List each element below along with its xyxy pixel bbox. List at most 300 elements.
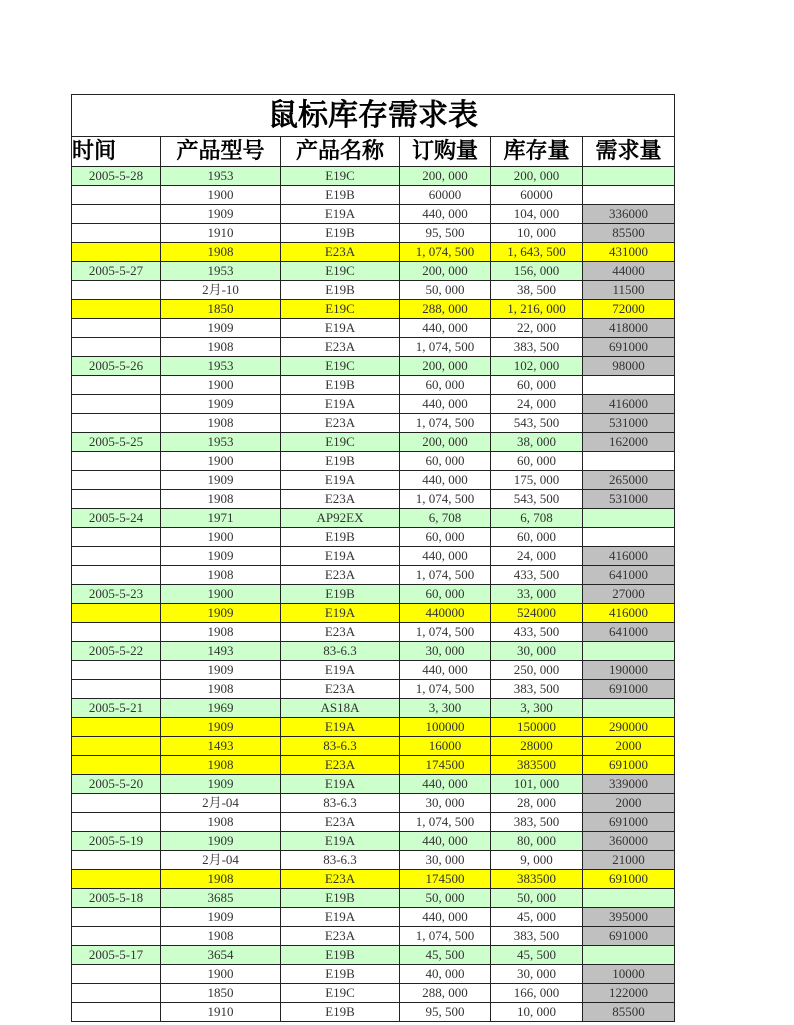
cell-date[interactable] [72,490,161,509]
cell-date[interactable] [72,338,161,357]
cell-model[interactable]: 1909 [161,604,281,623]
cell-model[interactable]: 1908 [161,243,281,262]
cell-stock-qty[interactable]: 175, 000 [491,471,583,490]
cell-demand-qty[interactable]: 2000 [583,794,675,813]
cell-product-name[interactable]: E19B [281,946,400,965]
cell-product-name[interactable]: E19C [281,433,400,452]
cell-order-qty[interactable]: 200, 000 [400,167,491,186]
cell-date[interactable] [72,566,161,585]
cell-date[interactable] [72,395,161,414]
cell-stock-qty[interactable]: 50, 000 [491,889,583,908]
cell-demand-qty[interactable] [583,699,675,718]
cell-product-name[interactable]: 83-6.3 [281,851,400,870]
cell-model[interactable]: 1909 [161,661,281,680]
cell-order-qty[interactable]: 95, 500 [400,224,491,243]
cell-product-name[interactable]: E19C [281,300,400,319]
cell-product-name[interactable]: E23A [281,927,400,946]
table-row [72,1003,675,1022]
cell-date[interactable] [72,756,161,775]
cell-order-qty[interactable]: 440, 000 [400,775,491,794]
cell-product-name[interactable]: E19A [281,832,400,851]
cell-demand-qty[interactable] [583,946,675,965]
cell-demand-qty[interactable]: 360000 [583,832,675,851]
cell-order-qty[interactable]: 30, 000 [400,642,491,661]
cell-order-qty[interactable]: 60, 000 [400,585,491,604]
cell-date[interactable] [72,224,161,243]
cell-demand-qty[interactable]: 44000 [583,262,675,281]
cell-order-qty[interactable]: 440, 000 [400,395,491,414]
cell-date[interactable] [72,851,161,870]
cell-model[interactable]: 1910 [161,224,281,243]
cell-product-name[interactable]: E19B [281,528,400,547]
cell-stock-qty[interactable]: 60, 000 [491,452,583,471]
cell-stock-qty[interactable]: 10, 000 [491,224,583,243]
cell-stock-qty[interactable]: 102, 000 [491,357,583,376]
cell-product-name[interactable]: E19B [281,224,400,243]
cell-model[interactable]: 1909 [161,547,281,566]
cell-product-name[interactable]: E23A [281,414,400,433]
cell-model[interactable]: 1908 [161,623,281,642]
cell-model[interactable]: 1900 [161,376,281,395]
cell-product-name[interactable]: E19B [281,965,400,984]
cell-product-name[interactable]: E19A [281,604,400,623]
cell-product-name[interactable]: E23A [281,243,400,262]
cell-stock-qty[interactable]: 33, 000 [491,585,583,604]
cell-date[interactable] [72,908,161,927]
header-date[interactable]: 时间 [72,137,161,167]
cell-model[interactable]: 1908 [161,414,281,433]
cell-date[interactable]: 2005-5-24 [72,509,161,528]
cell-product-name[interactable]: E19B [281,452,400,471]
table-row [72,965,675,984]
cell-product-name[interactable]: E19B [281,585,400,604]
cell-date[interactable] [72,794,161,813]
cell-order-qty[interactable]: 1, 074, 500 [400,243,491,262]
cell-demand-qty[interactable]: 21000 [583,851,675,870]
table-row [72,604,675,623]
cell-order-qty[interactable]: 50, 000 [400,281,491,300]
cell-stock-qty[interactable]: 250, 000 [491,661,583,680]
cell-order-qty[interactable]: 1, 074, 500 [400,566,491,585]
cell-date[interactable] [72,414,161,433]
cell-product-name[interactable]: E23A [281,756,400,775]
cell-stock-qty[interactable]: 30, 000 [491,642,583,661]
cell-date[interactable]: 2005-5-25 [72,433,161,452]
table-row [72,243,675,262]
cell-date[interactable] [72,376,161,395]
cell-stock-qty[interactable]: 10, 000 [491,1003,583,1022]
cell-date[interactable] [72,205,161,224]
cell-product-name[interactable]: E23A [281,490,400,509]
cell-model[interactable]: 1971 [161,509,281,528]
cell-demand-qty[interactable]: 691000 [583,680,675,699]
cell-model[interactable]: 1908 [161,338,281,357]
table-row [72,547,675,566]
cell-order-qty[interactable]: 440, 000 [400,908,491,927]
cell-date[interactable]: 2005-5-21 [72,699,161,718]
cell-demand-qty[interactable]: 531000 [583,490,675,509]
cell-date[interactable]: 2005-5-20 [72,775,161,794]
cell-date[interactable]: 2005-5-18 [72,889,161,908]
cell-demand-qty[interactable] [583,452,675,471]
cell-product-name[interactable]: E19A [281,908,400,927]
table-row [72,205,675,224]
cell-order-qty[interactable]: 200, 000 [400,357,491,376]
cell-product-name[interactable]: 83-6.3 [281,642,400,661]
cell-product-name[interactable]: E19A [281,205,400,224]
cell-order-qty[interactable]: 60, 000 [400,528,491,547]
cell-stock-qty[interactable]: 30, 000 [491,965,583,984]
cell-stock-qty[interactable]: 28, 000 [491,794,583,813]
cell-product-name[interactable]: E19A [281,775,400,794]
cell-stock-qty[interactable]: 45, 000 [491,908,583,927]
cell-demand-qty[interactable]: 85500 [583,224,675,243]
header-row [72,137,675,167]
header-stock-qty[interactable]: 库存量 [491,137,583,167]
cell-product-name[interactable]: 83-6.3 [281,737,400,756]
cell-model[interactable]: 1953 [161,262,281,281]
cell-order-qty[interactable]: 1, 074, 500 [400,490,491,509]
cell-date[interactable]: 2005-5-17 [72,946,161,965]
cell-stock-qty[interactable]: 433, 500 [491,623,583,642]
cell-order-qty[interactable]: 40, 000 [400,965,491,984]
cell-model[interactable]: 1900 [161,965,281,984]
cell-order-qty[interactable]: 1, 074, 500 [400,338,491,357]
cell-date[interactable] [72,965,161,984]
cell-demand-qty[interactable]: 2000 [583,737,675,756]
cell-product-name[interactable]: E23A [281,566,400,585]
cell-demand-qty[interactable] [583,376,675,395]
cell-stock-qty[interactable]: 433, 500 [491,566,583,585]
cell-product-name[interactable]: AP92EX [281,509,400,528]
cell-date[interactable] [72,927,161,946]
cell-date[interactable] [72,623,161,642]
sheet-title[interactable]: 鼠标库存需求表 [72,95,675,137]
cell-demand-qty[interactable]: 691000 [583,813,675,832]
cell-product-name[interactable]: E23A [281,813,400,832]
cell-order-qty[interactable]: 60, 000 [400,376,491,395]
table-row [72,395,675,414]
cell-stock-qty[interactable]: 24, 000 [491,547,583,566]
cell-order-qty[interactable]: 30, 000 [400,794,491,813]
table-row [72,319,675,338]
cell-model[interactable]: 2月-04 [161,794,281,813]
cell-model[interactable]: 1850 [161,984,281,1003]
cell-order-qty[interactable]: 95, 500 [400,1003,491,1022]
cell-model[interactable]: 1908 [161,566,281,585]
cell-product-name[interactable]: E19B [281,889,400,908]
cell-demand-qty[interactable]: 641000 [583,623,675,642]
cell-demand-qty[interactable] [583,528,675,547]
cell-stock-qty[interactable]: 150000 [491,718,583,737]
cell-stock-qty[interactable]: 38, 000 [491,433,583,452]
cell-stock-qty[interactable]: 60, 000 [491,528,583,547]
cell-demand-qty[interactable]: 416000 [583,604,675,623]
cell-model[interactable]: 1953 [161,167,281,186]
cell-product-name[interactable]: E23A [281,680,400,699]
cell-order-qty[interactable]: 30, 000 [400,851,491,870]
cell-order-qty[interactable]: 288, 000 [400,300,491,319]
cell-stock-qty[interactable]: 383500 [491,756,583,775]
cell-order-qty[interactable]: 174500 [400,870,491,889]
cell-date[interactable] [72,661,161,680]
cell-stock-qty[interactable]: 9, 000 [491,851,583,870]
cell-product-name[interactable]: E23A [281,870,400,889]
cell-date[interactable]: 2005-5-28 [72,167,161,186]
table-row [72,224,675,243]
cell-demand-qty[interactable]: 10000 [583,965,675,984]
cell-order-qty[interactable]: 1, 074, 500 [400,813,491,832]
cell-model[interactable]: 1900 [161,186,281,205]
cell-model[interactable]: 1900 [161,585,281,604]
table-row [72,642,675,661]
cell-demand-qty[interactable]: 339000 [583,775,675,794]
table-row [72,851,675,870]
cell-order-qty[interactable]: 288, 000 [400,984,491,1003]
cell-order-qty[interactable]: 1, 074, 500 [400,414,491,433]
cell-product-name[interactable]: E19A [281,718,400,737]
cell-order-qty[interactable]: 200, 000 [400,262,491,281]
cell-date[interactable]: 2005-5-22 [72,642,161,661]
cell-demand-qty[interactable]: 418000 [583,319,675,338]
cell-product-name[interactable]: E19C [281,167,400,186]
cell-date[interactable] [72,1003,161,1022]
cell-demand-qty[interactable]: 691000 [583,927,675,946]
cell-date[interactable] [72,281,161,300]
cell-product-name[interactable]: E19A [281,661,400,680]
cell-demand-qty[interactable]: 641000 [583,566,675,585]
cell-stock-qty[interactable]: 383, 500 [491,338,583,357]
header-demand-qty[interactable]: 需求量 [583,137,675,167]
cell-product-name[interactable]: E19B [281,1003,400,1022]
cell-order-qty[interactable]: 440, 000 [400,832,491,851]
cell-order-qty[interactable]: 174500 [400,756,491,775]
cell-model[interactable]: 2月-10 [161,281,281,300]
cell-model[interactable]: 1908 [161,870,281,889]
cell-model[interactable]: 3685 [161,889,281,908]
cell-stock-qty[interactable]: 543, 500 [491,490,583,509]
cell-product-name[interactable]: 83-6.3 [281,794,400,813]
header-order-qty[interactable]: 订购量 [400,137,491,167]
cell-order-qty[interactable]: 440, 000 [400,547,491,566]
cell-model[interactable]: 1969 [161,699,281,718]
table-row [72,813,675,832]
cell-stock-qty[interactable]: 6, 708 [491,509,583,528]
cell-order-qty[interactable]: 60000 [400,186,491,205]
cell-demand-qty[interactable]: 27000 [583,585,675,604]
cell-model[interactable]: 1909 [161,205,281,224]
cell-demand-qty[interactable]: 691000 [583,870,675,889]
cell-date[interactable] [72,680,161,699]
cell-stock-qty[interactable]: 60000 [491,186,583,205]
cell-product-name[interactable]: E19A [281,395,400,414]
table-row [72,756,675,775]
cell-order-qty[interactable]: 440, 000 [400,319,491,338]
table-row [72,281,675,300]
header-model[interactable]: 产品型号 [161,137,281,167]
cell-date[interactable]: 2005-5-19 [72,832,161,851]
cell-date[interactable]: 2005-5-23 [72,585,161,604]
cell-model[interactable]: 1850 [161,300,281,319]
cell-product-name[interactable]: E19A [281,547,400,566]
cell-model[interactable]: 1908 [161,813,281,832]
cell-stock-qty[interactable]: 101, 000 [491,775,583,794]
cell-demand-qty[interactable]: 290000 [583,718,675,737]
cell-product-name[interactable]: E19C [281,984,400,1003]
cell-stock-qty[interactable]: 524000 [491,604,583,623]
cell-model[interactable]: 1493 [161,642,281,661]
table-row [72,433,675,452]
cell-product-name[interactable]: E23A [281,338,400,357]
cell-order-qty[interactable]: 440000 [400,604,491,623]
cell-order-qty[interactable]: 3, 300 [400,699,491,718]
cell-demand-qty[interactable]: 691000 [583,338,675,357]
cell-demand-qty[interactable]: 395000 [583,908,675,927]
cell-model[interactable]: 1909 [161,319,281,338]
cell-stock-qty[interactable]: 383500 [491,870,583,889]
cell-product-name[interactable]: E19A [281,471,400,490]
cell-stock-qty[interactable]: 1, 216, 000 [491,300,583,319]
cell-demand-qty[interactable] [583,509,675,528]
cell-stock-qty[interactable]: 383, 500 [491,927,583,946]
table-row [72,167,675,186]
cell-date[interactable]: 2005-5-27 [72,262,161,281]
cell-demand-qty[interactable] [583,642,675,661]
cell-date[interactable] [72,813,161,832]
cell-model[interactable]: 1953 [161,433,281,452]
cell-date[interactable] [72,243,161,262]
cell-model[interactable]: 1909 [161,908,281,927]
cell-product-name[interactable]: E19B [281,281,400,300]
title-row [72,95,675,137]
cell-model[interactable]: 1908 [161,756,281,775]
cell-stock-qty[interactable]: 28000 [491,737,583,756]
cell-stock-qty[interactable]: 22, 000 [491,319,583,338]
cell-stock-qty[interactable]: 166, 000 [491,984,583,1003]
cell-stock-qty[interactable]: 38, 500 [491,281,583,300]
cell-demand-qty[interactable] [583,167,675,186]
table-row [72,186,675,205]
cell-stock-qty[interactable]: 104, 000 [491,205,583,224]
cell-model[interactable]: 1909 [161,832,281,851]
cell-date[interactable] [72,547,161,566]
cell-demand-qty[interactable]: 416000 [583,395,675,414]
cell-order-qty[interactable]: 50, 000 [400,889,491,908]
cell-demand-qty[interactable]: 531000 [583,414,675,433]
cell-date[interactable] [72,319,161,338]
cell-stock-qty[interactable]: 200, 000 [491,167,583,186]
cell-model[interactable]: 1908 [161,927,281,946]
cell-order-qty[interactable]: 1, 074, 500 [400,927,491,946]
cell-stock-qty[interactable]: 3, 300 [491,699,583,718]
cell-model[interactable]: 1900 [161,528,281,547]
cell-order-qty[interactable]: 60, 000 [400,452,491,471]
cell-demand-qty[interactable]: 98000 [583,357,675,376]
cell-order-qty[interactable]: 440, 000 [400,661,491,680]
cell-order-qty[interactable]: 45, 500 [400,946,491,965]
cell-order-qty[interactable]: 6, 708 [400,509,491,528]
cell-stock-qty[interactable]: 156, 000 [491,262,583,281]
cell-demand-qty[interactable]: 265000 [583,471,675,490]
cell-stock-qty[interactable]: 543, 500 [491,414,583,433]
cell-date[interactable] [72,737,161,756]
cell-model[interactable]: 2月-04 [161,851,281,870]
cell-product-name[interactable]: E19A [281,319,400,338]
cell-stock-qty[interactable]: 60, 000 [491,376,583,395]
cell-order-qty[interactable]: 440, 000 [400,205,491,224]
cell-demand-qty[interactable]: 431000 [583,243,675,262]
cell-date[interactable] [72,186,161,205]
cell-demand-qty[interactable]: 72000 [583,300,675,319]
cell-model[interactable]: 1909 [161,775,281,794]
cell-demand-qty[interactable]: 122000 [583,984,675,1003]
cell-model[interactable]: 1900 [161,452,281,471]
cell-date[interactable] [72,300,161,319]
cell-date[interactable] [72,984,161,1003]
cell-stock-qty[interactable]: 1, 643, 500 [491,243,583,262]
cell-order-qty[interactable]: 16000 [400,737,491,756]
cell-demand-qty[interactable] [583,889,675,908]
header-product-name[interactable]: 产品名称 [281,137,400,167]
cell-stock-qty[interactable]: 24, 000 [491,395,583,414]
cell-product-name[interactable]: E19B [281,186,400,205]
cell-model[interactable]: 1908 [161,490,281,509]
cell-product-name[interactable]: E19B [281,376,400,395]
cell-demand-qty[interactable]: 85500 [583,1003,675,1022]
cell-product-name[interactable]: E23A [281,623,400,642]
cell-demand-qty[interactable]: 691000 [583,756,675,775]
cell-product-name[interactable]: E19C [281,357,400,376]
cell-date[interactable] [72,452,161,471]
cell-date[interactable] [72,718,161,737]
cell-date[interactable] [72,528,161,547]
cell-demand-qty[interactable]: 416000 [583,547,675,566]
cell-order-qty[interactable]: 100000 [400,718,491,737]
cell-model[interactable]: 1908 [161,680,281,699]
cell-demand-qty[interactable]: 11500 [583,281,675,300]
cell-demand-qty[interactable] [583,186,675,205]
cell-model[interactable]: 1909 [161,471,281,490]
cell-model[interactable]: 1910 [161,1003,281,1022]
cell-stock-qty[interactable]: 80, 000 [491,832,583,851]
cell-order-qty[interactable]: 1, 074, 500 [400,623,491,642]
table-row [72,832,675,851]
cell-demand-qty[interactable]: 336000 [583,205,675,224]
cell-model[interactable]: 3654 [161,946,281,965]
cell-stock-qty[interactable]: 383, 500 [491,813,583,832]
cell-product-name[interactable]: AS18A [281,699,400,718]
cell-demand-qty[interactable]: 162000 [583,433,675,452]
cell-order-qty[interactable]: 200, 000 [400,433,491,452]
cell-model[interactable]: 1909 [161,395,281,414]
cell-date[interactable] [72,870,161,889]
cell-date[interactable] [72,604,161,623]
cell-stock-qty[interactable]: 45, 500 [491,946,583,965]
cell-order-qty[interactable]: 1, 074, 500 [400,680,491,699]
cell-demand-qty[interactable]: 190000 [583,661,675,680]
cell-order-qty[interactable]: 440, 000 [400,471,491,490]
cell-model[interactable]: 1493 [161,737,281,756]
cell-date[interactable]: 2005-5-26 [72,357,161,376]
cell-model[interactable]: 1909 [161,718,281,737]
cell-model[interactable]: 1953 [161,357,281,376]
cell-product-name[interactable]: E19C [281,262,400,281]
table-row [72,775,675,794]
cell-date[interactable] [72,471,161,490]
table-row [72,794,675,813]
table-row [72,414,675,433]
cell-stock-qty[interactable]: 383, 500 [491,680,583,699]
